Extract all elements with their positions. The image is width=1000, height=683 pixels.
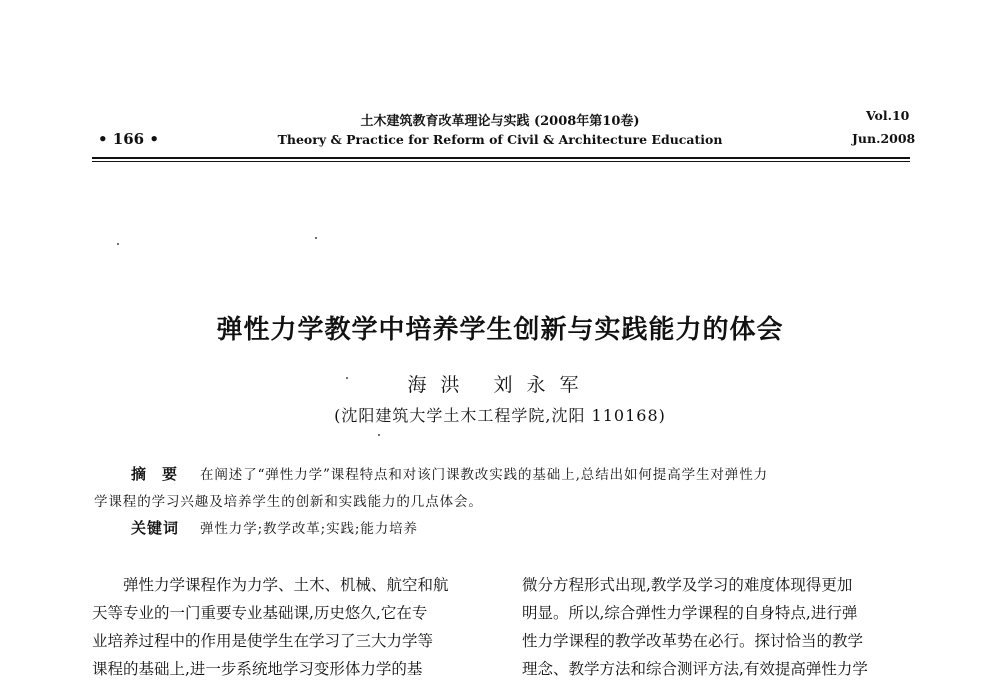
issue-date: Jun.2008 (852, 131, 916, 146)
journal-title-chinese: 土木建筑教育改革理论与实践 (2008年第10卷) (360, 114, 640, 129)
keywords-text: 弹性力学;教学改革;实践;能力培养 (200, 521, 418, 537)
abstract-text-line: 在阐述了“弹性力学”课程特点和对该门课教改实践的基础上,总结出如何提高学生对弹性力 (200, 467, 768, 483)
header-rule (92, 157, 910, 159)
scan-speck (315, 237, 317, 239)
body-line: 弹性力学课程作为力学、土木、机械、航空和航 (123, 576, 449, 594)
scan-speck (378, 434, 380, 436)
body-line: 理念、教学方法和综合测评方法,有效提高弹性力学 (522, 660, 868, 678)
body-line: 天等专业的一门重要专业基础课,历史悠久,它在专 (92, 604, 428, 622)
scan-speck (117, 243, 119, 245)
body-column-right (522, 571, 917, 683)
body-line: 明显。所以,综合弹性力学课程的自身特点,进行弹 (522, 604, 858, 622)
keywords-label: 关键词 (131, 519, 180, 537)
body-line: 课程的基础上,进一步系统地学习变形体力学的基 (92, 660, 423, 678)
author-affiliation: (沈阳建筑大学土木工程学院,沈阳 110168) (334, 406, 666, 425)
body-column-left (92, 571, 487, 683)
article-authors: 海洪 刘永军 (407, 374, 593, 396)
journal-title-english: Theory & Practice for Reform of Civil & Architecture Education (277, 132, 723, 147)
body-line: 性力学课程的教学改革势在必行。探讨恰当的教学 (522, 632, 864, 650)
volume-label: Vol.10 (866, 108, 910, 123)
header-rule-thin (92, 161, 910, 162)
body-line: 业培养过程中的作用是使学生在学习了三大力学等 (92, 632, 434, 650)
page-number: • 166 • (98, 130, 159, 148)
body-line: 微分方程形式出现,教学及学习的难度体现得更加 (522, 576, 853, 594)
article-title: 弹性力学教学中培养学生创新与实践能力的体会 (216, 315, 784, 345)
abstract-text-line: 学课程的学习兴趣及培养学生的创新和实践能力的几点体会。 (94, 494, 483, 510)
abstract-label: 摘要 (131, 465, 194, 483)
